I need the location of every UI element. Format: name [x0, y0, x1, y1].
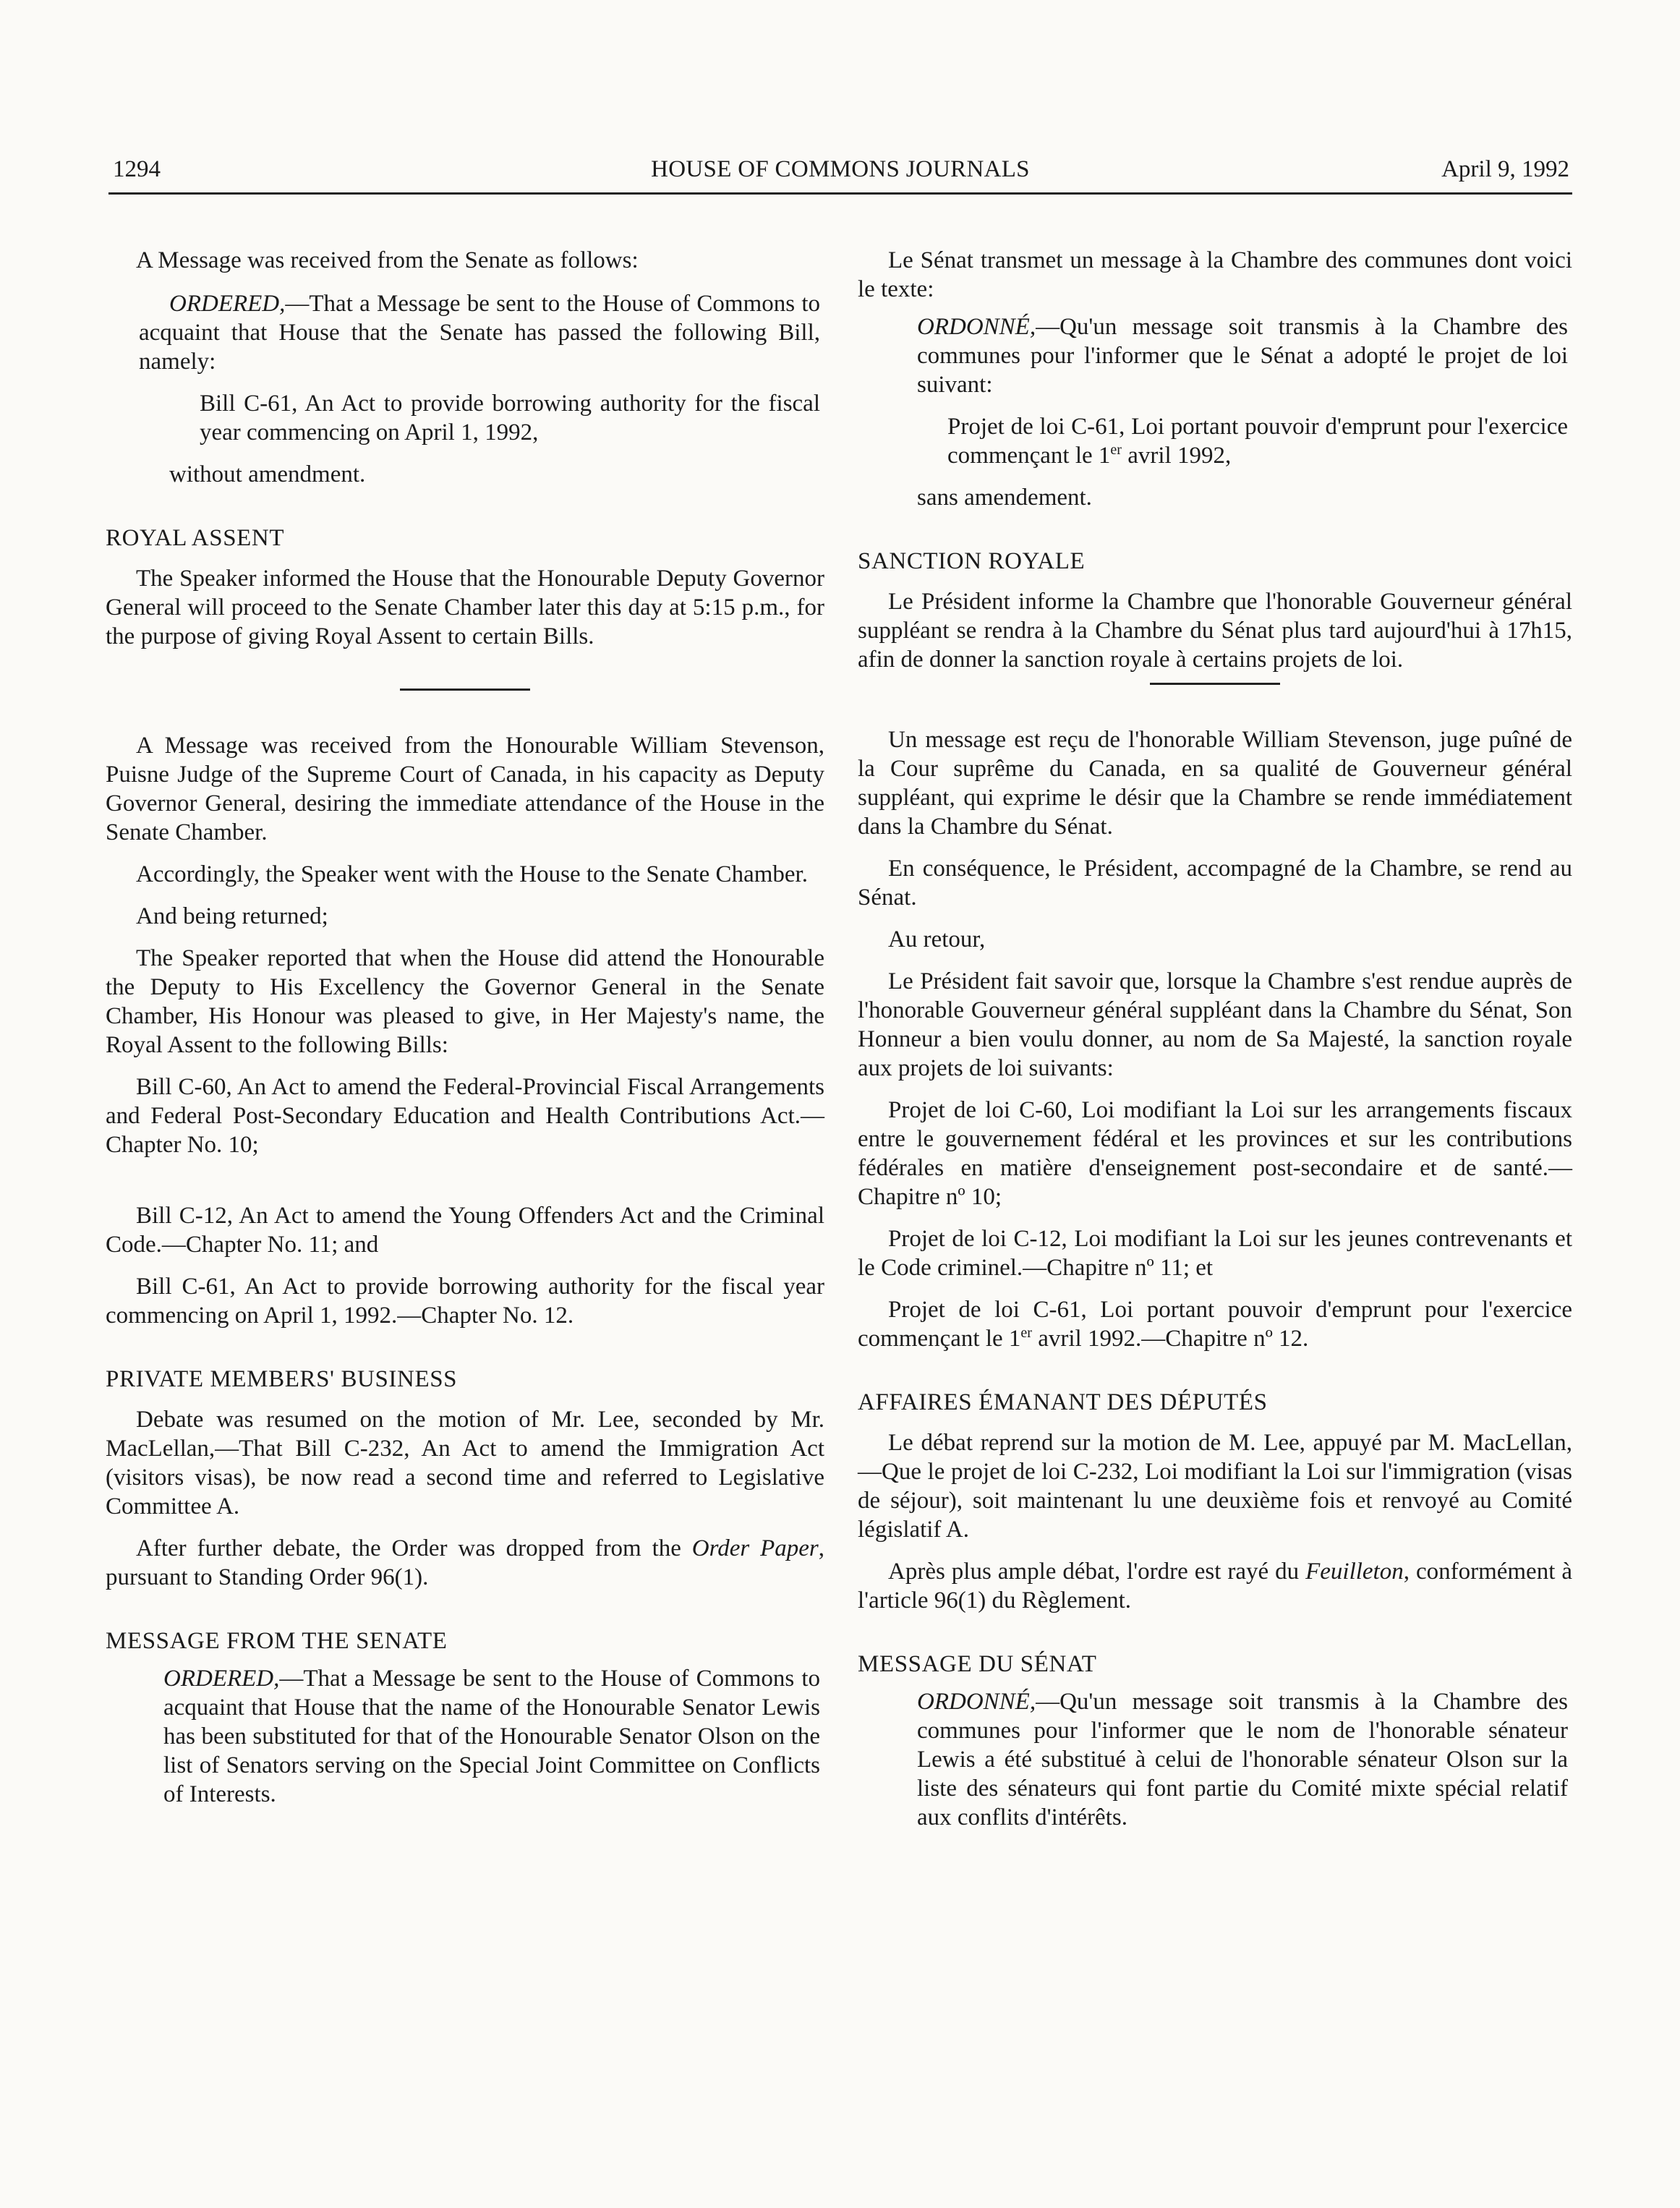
fr-royal-assent-heading: SANCTION ROYALE — [858, 548, 1086, 574]
fr-bill-c60: Projet de loi C-60, Loi modifiant la Loi sur les arrangements fiscaux entre le gouvernement fédéral et les provinces et sur les contributions fédérales en matière d'enseignement post-secondaire et de santé.—Chapitre nº 10; — [858, 1097, 1572, 1210]
en-pmb-after-b: , pursuant to Standing Order 96(1). — [106, 1535, 824, 1590]
fr-accordingly: En conséquence, le Président, accompagné de la Chambre, se rend au Sénat. — [858, 856, 1572, 911]
en-message-ordered — [106, 289, 824, 376]
fr-ordinal: er — [1110, 442, 1122, 458]
en-deputy-message: A Message was received from the Honourable William Stevenson, Puisne Judge of the Supreme Court of Canada, in his capacity as Deputy Governor General, desiring the immediate attendance of the House in the Senate Chamber. — [106, 733, 824, 845]
en-senate-ordered — [106, 1664, 824, 1809]
fr-pmb-heading: AFFAIRES ÉMANANT DES DÉPUTÉS — [858, 1389, 1268, 1415]
en-pmb-after-a: After further debate, the Order was dropped from the — [136, 1535, 692, 1561]
en-senate-heading: MESSAGE FROM THE SENATE — [106, 1628, 448, 1654]
en-being-returned: And being returned; — [136, 903, 328, 929]
fr-bill-text-b: avril 1992, — [1121, 443, 1232, 469]
fr-ordered-label: ORDONNÉ, — [917, 314, 1036, 340]
fr-senate-heading: MESSAGE DU SÉNAT — [858, 1651, 1097, 1677]
en-message-intro: A Message was received from the Senate as follows: — [136, 247, 639, 273]
fr-ordinal: er — [1020, 1325, 1032, 1341]
fr-message-closing: sans amendement. — [917, 485, 1092, 511]
en-ordered-label: ORDERED, — [169, 291, 286, 317]
fr-section-rule — [1150, 683, 1280, 685]
fr-au-retour: Au retour, — [888, 926, 986, 952]
french-column — [858, 246, 1572, 1832]
fr-bill-text-a: Projet de loi C-61, Loi portant pouvoir d'emprunt pour l'exercice commençant le 1 — [947, 414, 1568, 469]
fr-message-bill — [858, 412, 1572, 470]
en-speaker-reported: The Speaker reported that when the House did attend the Honourable the Deputy to His Excellency the Governor General in the Senate Chamber, His Honour was pleased to give, in Her Majesty's name, the Royal Assent to the following Bills: — [106, 945, 824, 1058]
journal-title: HOUSE OF COMMONS JOURNALS — [651, 156, 1030, 182]
en-ordered-text: —That a Message be sent to the House of Commons to acquaint that House that the Senate has passed the following Bill, namely: — [139, 291, 820, 375]
fr-royal-assent-text: Le Président informe la Chambre que l'honorable Gouverneur général suppléant se rendra à la Chambre du Sénat plus tard aujourd'hui à 17h15, afin de donner la sanction royale à certains projets de loi. — [858, 589, 1572, 673]
journal-date: April 9, 1992 — [1441, 156, 1569, 182]
fr-bill-c61-a: Projet de loi C-61, Loi portant pouvoir d'emprunt pour l'exercice commençant le 1 — [858, 1297, 1572, 1352]
fr-bill-c61 — [858, 1295, 1572, 1353]
english-column — [106, 246, 824, 1809]
fr-bill-c12: Projet de loi C-12, Loi modifiant la Loi sur les jeunes contrevenants et le Code criminel.—Chapitre nº 11; et — [858, 1226, 1572, 1281]
en-section-rule — [400, 689, 530, 691]
fr-message-intro: Le Sénat transmet un message à la Chambre des communes dont voici le texte: — [858, 247, 1572, 302]
fr-ordered-text: —Qu'un message soit transmis à la Chambre des communes pour l'informer que le Sénat a adopté le projet de loi suivant: — [917, 314, 1568, 398]
en-senate-ordered-text: —That a Message be sent to the House of Commons to acquaint that House that the name of the Honourable Senator Lewis has been substituted for that of the Honourable Senator Olson on the list of Senators serving on the Special Joint Committee on Conflicts of Interests. — [163, 1666, 820, 1807]
fr-pmb-after-b: , conformément à l'article 96(1) du Règlement. — [858, 1559, 1572, 1614]
fr-senate-ordered-text: —Qu'un message soit transmis à la Chambre des communes pour l'informer que le nom de l'honorable sénateur Lewis a été substitué à celui de l'honorable sénateur Olson sur la liste des sénateurs qui font partie du Comité mixte spécial relatif aux conflits d'intérêts. — [917, 1689, 1568, 1830]
fr-senate-ordered-label: ORDONNÉ, — [917, 1689, 1036, 1715]
en-accordingly: Accordingly, the Speaker went with the House to the Senate Chamber. — [136, 861, 808, 887]
en-bill-c12: Bill C-12, An Act to amend the Young Offenders Act and the Criminal Code.—Chapter No. 11; and — [106, 1203, 824, 1258]
page-number: 1294 — [113, 156, 161, 182]
fr-pmb-after — [858, 1557, 1572, 1615]
en-bill-c60: Bill C-60, An Act to amend the Federal-Provincial Fiscal Arrangements and Federal Post-Secondary Education and Health Contributions Act.—Chapter No. 10; — [106, 1074, 824, 1158]
en-bill-c61: Bill C-61, An Act to provide borrowing authority for the fiscal year commencing on April 1, 1992.—Chapter No. 12. — [106, 1274, 824, 1329]
en-order-paper: Order Paper — [691, 1535, 819, 1561]
en-royal-assent-heading: ROYAL ASSENT — [106, 525, 285, 551]
en-message-closing: without amendment. — [169, 461, 366, 487]
fr-senate-ordered — [858, 1687, 1572, 1832]
en-message-bill: Bill C-61, An Act to provide borrowing authority for the fiscal year commencing on April 1, 1992, — [200, 391, 820, 446]
en-pmb-after — [106, 1534, 824, 1592]
fr-feuilleton: Feuilleton — [1305, 1559, 1404, 1585]
en-pmb-debate: Debate was resumed on the motion of Mr. Lee, seconded by Mr. MacLellan,—That Bill C-232, An Act to amend the Immigration Act (visitors visas), be now read a second time and referred to Legislative Committee A. — [106, 1407, 824, 1519]
en-senate-ordered-label: ORDERED, — [163, 1666, 280, 1692]
fr-president-reported: Le Président fait savoir que, lorsque la Chambre s'est rendue auprès de l'honorable Gouverneur général suppléant dans la Chambre du Sénat, Son Honneur a bien voulu donner, au nom de Sa Majesté, la sanction royale aux projets de loi suivants: — [858, 968, 1572, 1081]
fr-pmb-debate: Le débat reprend sur la motion de M. Lee, appuyé par M. MacLellan,—Que le projet de loi C-232, Loi modifiant la Loi sur l'immigration (visas de séjour), soit maintenant lu une deuxième fois et renvoyé au Comité législatif A. — [858, 1430, 1572, 1543]
fr-bill-c61-b: avril 1992.—Chapitre nº 12. — [1031, 1326, 1309, 1352]
en-royal-assent-text: The Speaker informed the House that the Honourable Deputy Governor General will proceed to the Senate Chamber later this day at 5:15 p.m., for the purpose of giving Royal Assent to certain Bills. — [106, 566, 824, 649]
en-pmb-heading: PRIVATE MEMBERS' BUSINESS — [106, 1366, 458, 1392]
fr-deputy-message: Un message est reçu de l'honorable William Stevenson, juge puîné de la Cour suprême du Canada, en sa qualité de Gouverneur général suppléant, qui exprime le désir que la Chambre se rende immédiatement dans la Chambre du Sénat. — [858, 727, 1572, 840]
fr-message-ordered — [858, 312, 1572, 399]
running-head — [108, 156, 1572, 195]
fr-pmb-after-a: Après plus ample débat, l'ordre est rayé du — [888, 1559, 1306, 1585]
